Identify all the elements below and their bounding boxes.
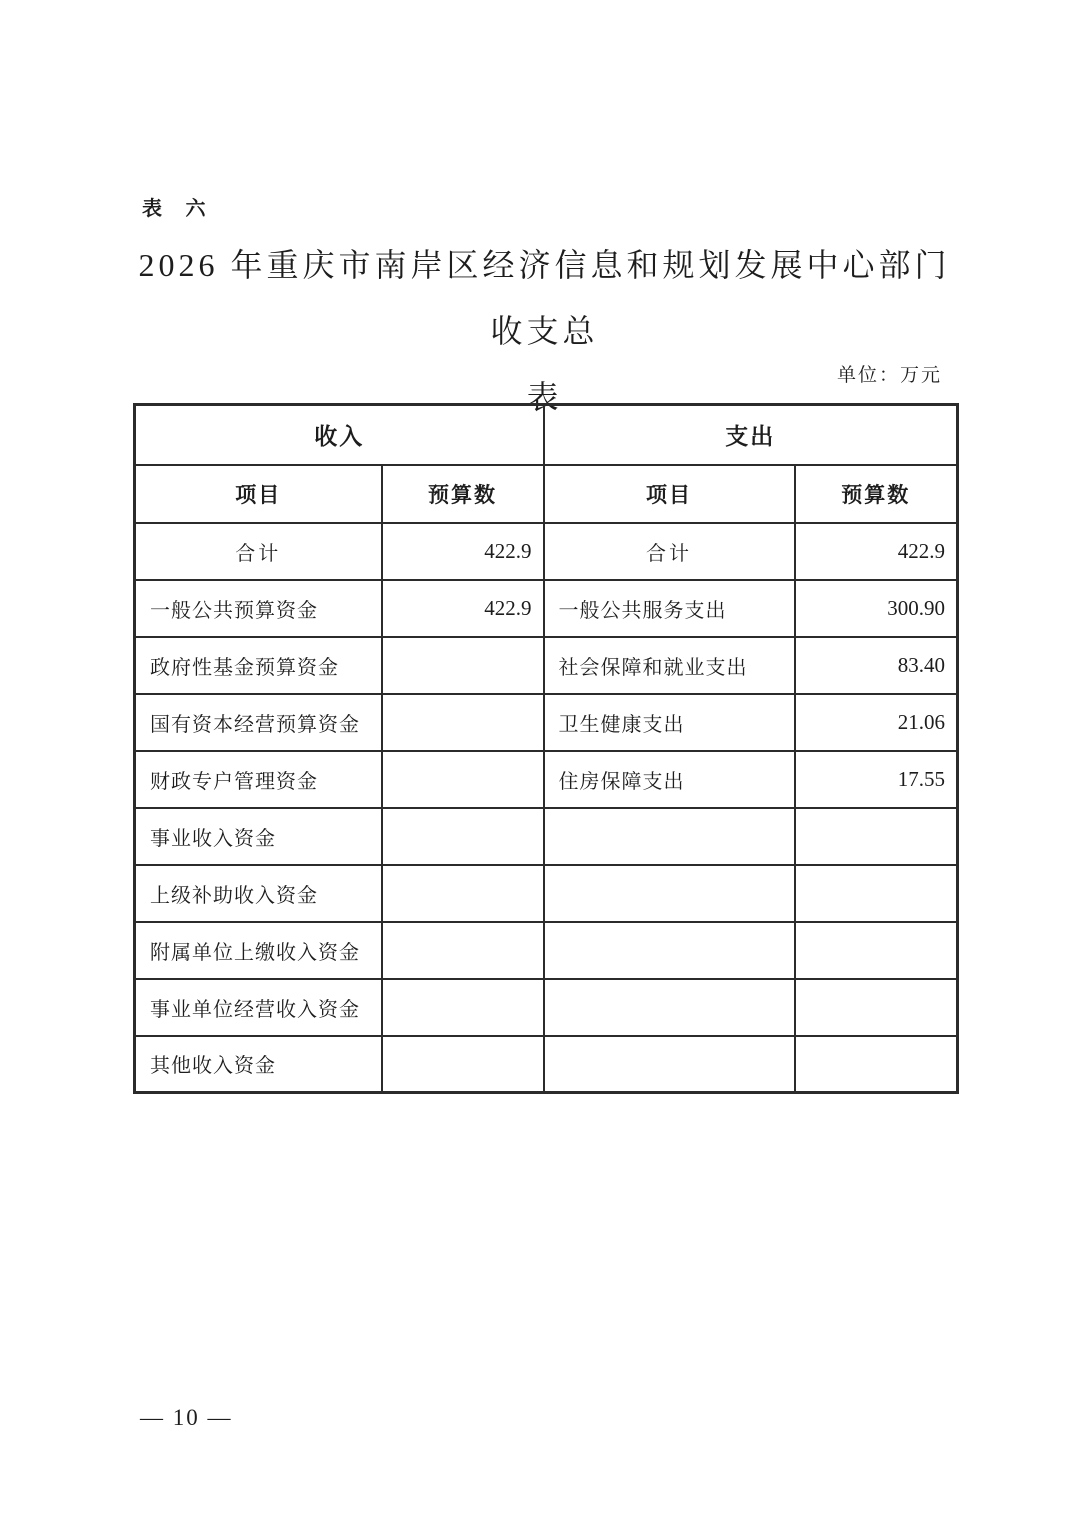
expense-value-cell: 17.55	[795, 751, 958, 808]
page-title	[133, 232, 956, 430]
income-value-cell	[382, 922, 544, 979]
expense-item-cell	[544, 1036, 795, 1093]
table-number-label: 表 六	[142, 198, 215, 220]
income-item-cell: 一般公共预算资金	[135, 580, 382, 637]
table-row	[135, 808, 958, 865]
page-title-line2: 表	[526, 379, 563, 415]
expense-item-cell	[544, 922, 795, 979]
income-item-cell: 政府性基金预算资金	[135, 637, 382, 694]
column-header-row	[135, 465, 958, 523]
income-value-cell	[382, 637, 544, 694]
table-row	[135, 865, 958, 922]
expense-group-header: 支出	[544, 405, 958, 465]
income-value-cell	[382, 979, 544, 1036]
income-value-cell	[382, 694, 544, 751]
table-row	[135, 751, 958, 808]
income-item-cell: 其他收入资金	[135, 1036, 382, 1093]
income-item-cell: 附属单位上缴收入资金	[135, 922, 382, 979]
expense-value-cell: 422.9	[795, 523, 958, 580]
expense-item-cell: 合计	[544, 523, 795, 580]
income-value-cell	[382, 865, 544, 922]
expense-value-cell	[795, 979, 958, 1036]
income-value-cell: 422.9	[382, 580, 544, 637]
expense-item-header: 项目	[544, 465, 795, 523]
income-item-cell: 财政专户管理资金	[135, 751, 382, 808]
income-item-cell: 合计	[135, 523, 382, 580]
income-item-header: 项目	[135, 465, 382, 523]
page-number: — 10 —	[140, 1405, 233, 1430]
income-value-cell	[382, 1036, 544, 1093]
expense-item-cell: 社会保障和就业支出	[544, 637, 795, 694]
unit-note: 单位：万元	[836, 365, 942, 386]
expense-value-cell	[795, 1036, 958, 1093]
expense-item-cell	[544, 808, 795, 865]
income-item-cell: 事业单位经营收入资金	[135, 979, 382, 1036]
expense-item-cell: 住房保障支出	[544, 751, 795, 808]
table-row	[135, 979, 958, 1036]
expense-value-cell: 21.06	[795, 694, 958, 751]
expense-value-cell: 83.40	[795, 637, 958, 694]
expense-item-cell	[544, 865, 795, 922]
table-row	[135, 1036, 958, 1093]
budget-summary-table	[133, 403, 959, 1094]
income-item-cell: 国有资本经营预算资金	[135, 694, 382, 751]
income-group-header: 收入	[135, 405, 544, 465]
income-item-cell: 事业收入资金	[135, 808, 382, 865]
table-row	[135, 580, 958, 637]
page-title-line1: 2026 年重庆市南岸区经济信息和规划发展中心部门收支总	[138, 247, 951, 349]
income-budget-header: 预算数	[382, 465, 544, 523]
table-row	[135, 523, 958, 580]
expense-value-cell	[795, 865, 958, 922]
table-row	[135, 694, 958, 751]
expense-value-cell	[795, 808, 958, 865]
expense-budget-header: 预算数	[795, 465, 958, 523]
income-item-cell: 上级补助收入资金	[135, 865, 382, 922]
expense-item-cell	[544, 979, 795, 1036]
table-row	[135, 637, 958, 694]
income-value-cell: 422.9	[382, 523, 544, 580]
group-header-row	[135, 405, 958, 465]
expense-item-cell: 一般公共服务支出	[544, 580, 795, 637]
table-row	[135, 922, 958, 979]
expense-item-cell: 卫生健康支出	[544, 694, 795, 751]
income-value-cell	[382, 808, 544, 865]
expense-value-cell	[795, 922, 958, 979]
expense-value-cell: 300.90	[795, 580, 958, 637]
income-value-cell	[382, 751, 544, 808]
